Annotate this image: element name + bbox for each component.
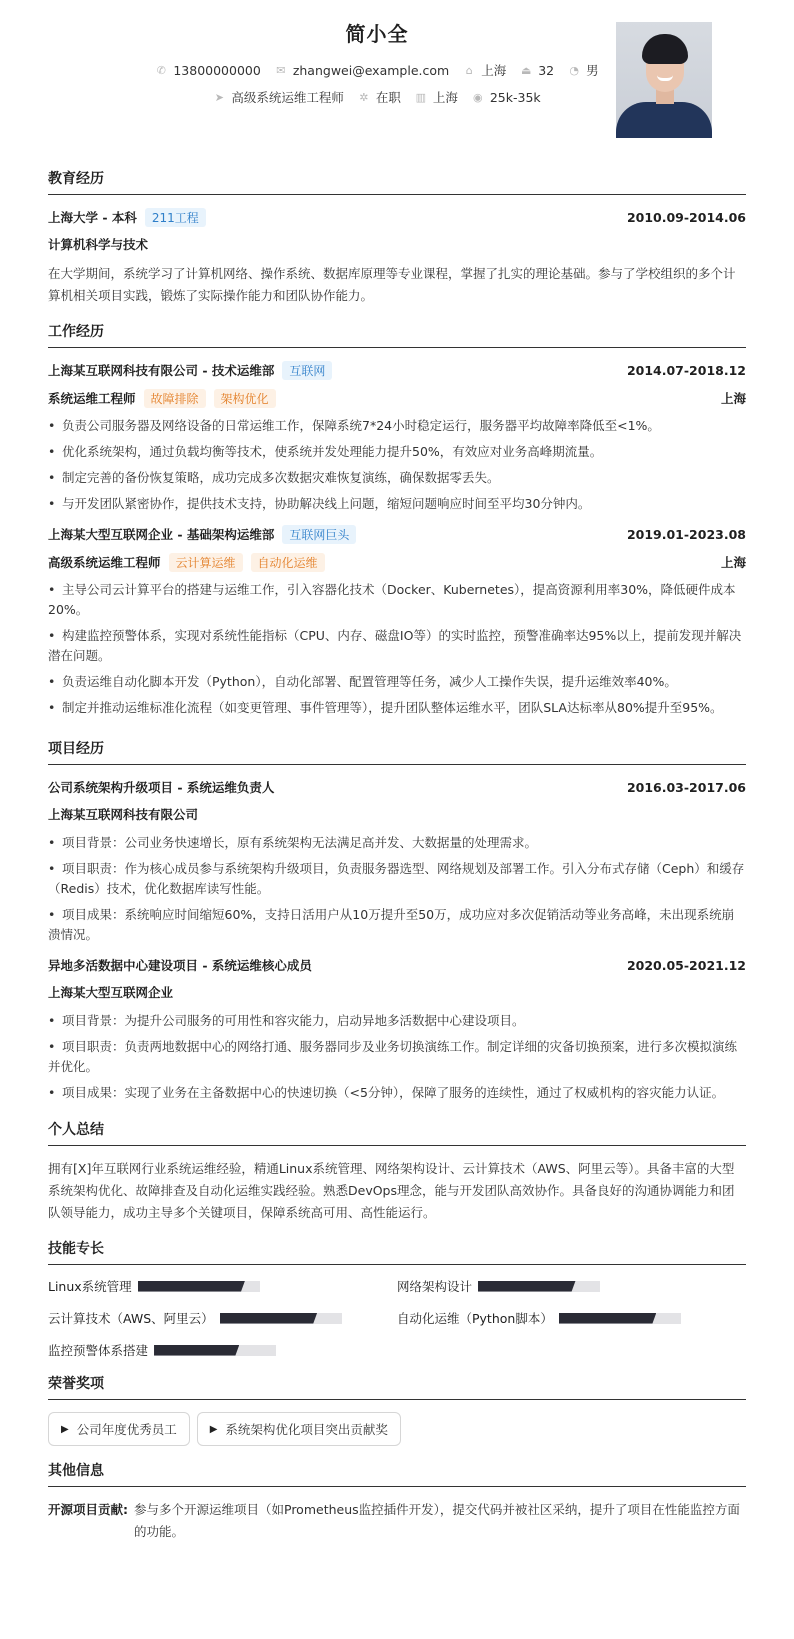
contact-age: ⏏ 32 (521, 62, 555, 78)
work-entry (48, 360, 746, 514)
list-item: • 与开发团队紧密协作，提供技术支持，协助解决线上问题，缩短问题响应时间至平均30分钟内。 (48, 496, 591, 511)
resume-header (48, 18, 746, 158)
status-icon: ✲ (359, 90, 369, 104)
skill-bar (154, 1345, 276, 1356)
company-tag: 互联网 (282, 361, 332, 380)
section-title: 教育经历 (48, 168, 746, 195)
list-item: • 项目背景：公司业务快速增长，原有系统架构无法满足高并发、大数据量的处理需求。 (48, 835, 538, 850)
building-icon: ▥ (415, 90, 427, 104)
skill-item: 监控预警体系搭建 (48, 1341, 397, 1359)
triangle-icon: ▶ (209, 1423, 218, 1435)
triangle-icon: ▶ (61, 1423, 69, 1435)
project-name: 公司系统架构升级项目 - 系统运维负责人 (48, 780, 275, 795)
company-tag: 互联网巨头 (282, 525, 356, 544)
gender-icon: ◔ (569, 63, 579, 77)
work-date: 2019.01-2023.08 (626, 526, 746, 542)
other-section (48, 1460, 746, 1543)
home-icon: ⌂ (465, 63, 473, 77)
section-title: 个人总结 (48, 1119, 746, 1146)
award-item: ▶ 公司年度优秀员工 (48, 1412, 190, 1446)
education-date: 2010.09-2014.06 (626, 209, 746, 225)
project-entry (48, 777, 746, 945)
job-target: ➤ 高级系统运维工程师 (214, 90, 344, 105)
list-item: • 优化系统架构，通过负载均衡等技术，使系统并发处理能力提升50%，有效应对业务高峰期流量。 (48, 444, 603, 459)
project-date: 2016.03-2017.06 (626, 779, 746, 795)
job-salary: ◉ 25k-35k (473, 89, 541, 105)
list-item: • 项目背景：为提升公司服务的可用性和容灾能力，启动异地多活数据中心建设项目。 (48, 1013, 525, 1028)
role-tag: 自动化运维 (251, 553, 325, 572)
work-section (48, 321, 746, 718)
section-title: 其他信息 (48, 1460, 746, 1487)
other-item (48, 1499, 746, 1543)
list-item: • 项目职责：作为核心成员参与系统架构升级项目，负责服务器选型、网络规划及部署工作。引入分布式存储（Ceph）和缓存（Redis）技术，优化数据库读写性能。 (48, 861, 745, 896)
summary-text: 拥有[X]年互联网行业系统运维经验，精通Linux系统管理、网络架构设计、云计算技术（AWS、阿里云等）。具备丰富的大型系统架构优化、故障排查及自动化运维实践经验。熟悉DevOps理念，能与开发团队高效协作。具备良好的沟通协调能力和团队领导能力，成功主导多个关键项目，保障系统高可用、高性能运行。 (48, 1161, 735, 1220)
skill-bar (559, 1313, 681, 1324)
skill-bar (138, 1281, 260, 1292)
skill-bar (478, 1281, 600, 1292)
role-tag: 云计算运维 (169, 553, 243, 572)
skill-item: Linux系统管理 (48, 1277, 397, 1295)
age-icon: ⏏ (521, 63, 532, 77)
phone-icon: ✆ (156, 63, 166, 77)
list-item: • 项目成果：实现了业务在主备数据中心的快速切换（<5分钟），保障了服务的连续性，通过了权威机构的容灾能力认证。 (48, 1085, 725, 1100)
mail-icon: ✉ (276, 63, 286, 77)
skills-section (48, 1238, 746, 1359)
company-name: 上海某大型互联网企业 - 基础架构运维部 (48, 527, 275, 542)
section-title: 荣誉奖项 (48, 1373, 746, 1400)
school-name: 上海大学 - 本科 (48, 210, 137, 225)
job-status: ✲ 在职 (359, 90, 401, 105)
list-item: • 制定完善的备份恢复策略，成功完成多次数据灾难恢复演练，确保数据零丢失。 (48, 470, 500, 485)
skill-item: 自动化运维（Python脚本） (397, 1309, 746, 1327)
section-title: 技能专长 (48, 1238, 746, 1265)
job-city: ▥ 上海 (415, 90, 458, 105)
list-item: • 项目成果：系统响应时间缩短60%，支持日活用户从10万提升至50万，成功应对多次促销活动等业务高峰，未出现系统崩溃情况。 (48, 907, 735, 942)
skill-bar (220, 1313, 342, 1324)
contact-gender: ◔ 男 (569, 63, 599, 78)
skill-item: 网络架构设计 (397, 1277, 746, 1295)
award-item: ▶ 系统架构优化项目突出贡献奖 (197, 1412, 401, 1446)
other-value: 参与多个开源运维项目（如Prometheus监控插件开发），提交代码并被社区采纳，提升了项目在性能监控方面的功能。 (134, 1502, 740, 1539)
role-name: 高级系统运维工程师 (48, 555, 161, 570)
project-date: 2020.05-2021.12 (626, 957, 746, 973)
school-tag: 211工程 (145, 208, 206, 227)
list-item: • 制定并推动运维标准化流程（如变更管理、事件管理等），提升团队整体运维水平，团队SLA达标率从80%提升至95%。 (48, 700, 723, 715)
contact-email: ✉ zhangwei@example.com (276, 62, 450, 78)
project-company: 上海某互联网科技有限公司 (48, 807, 199, 822)
summary-section (48, 1119, 746, 1224)
role-tag: 故障排除 (144, 389, 206, 408)
list-item: • 构建监控预警体系，实现对系统性能指标（CPU、内存、磁盘IO等）的实时监控，预警准确率达95%以上，提前发现并解决潜在问题。 (48, 628, 742, 663)
section-title: 工作经历 (48, 321, 746, 348)
project-name: 异地多活数据中心建设项目 - 系统运维核心成员 (48, 958, 312, 973)
profile-photo (616, 22, 712, 138)
list-item: • 主导公司云计算平台的搭建与运维工作，引入容器化技术（Docker、Kubernetes），提高资源利用率30%，降低硬件成本20%。 (48, 582, 736, 617)
contact-phone: ✆ 13800000000 (156, 62, 261, 78)
other-label: 开源项目贡献: (48, 1502, 128, 1517)
list-item: • 负责公司服务器及网络设备的日常运维工作，保障系统7*24小时稳定运行，服务器平均故障率降低至<1%。 (48, 418, 660, 433)
company-name: 上海某互联网科技有限公司 - 技术运维部 (48, 363, 275, 378)
role-name: 系统运维工程师 (48, 391, 136, 406)
major: 计算机科学与技术 (48, 237, 149, 252)
education-description: 在大学期间，系统学习了计算机网络、操作系统、数据库原理等专业课程，掌握了扎实的理论基础。参与了学校组织的多个计算机相关项目实践，锻炼了实际操作能力和团队协作能力。 (48, 266, 736, 303)
awards-section (48, 1373, 746, 1446)
education-section (48, 168, 746, 307)
work-entry (48, 524, 746, 718)
role-tag: 架构优化 (214, 389, 276, 408)
project-entry (48, 955, 746, 1103)
list-item: • 负责运维自动化脚本开发（Python），自动化部署、配置管理等任务，减少人工操作失误，提升运维效率40%。 (48, 674, 677, 689)
contact-city: ⌂ 上海 (463, 61, 506, 79)
work-date: 2014.07-2018.12 (626, 362, 746, 378)
send-icon: ➤ (214, 90, 224, 104)
section-title: 项目经历 (48, 738, 746, 765)
salary-icon: ◉ (473, 90, 483, 104)
skill-item: 云计算技术（AWS、阿里云） (48, 1309, 397, 1327)
work-location: 上海 (720, 555, 746, 570)
list-item: • 项目职责：负责两地数据中心的网络打通、服务器同步及业务切换演练工作。制定详细的灾备切换预案，进行多次模拟演练并优化。 (48, 1039, 738, 1074)
projects-section (48, 738, 746, 1103)
candidate-name: 简小全 (345, 22, 409, 46)
work-location: 上海 (720, 391, 746, 406)
project-company: 上海某大型互联网企业 (48, 985, 174, 1000)
